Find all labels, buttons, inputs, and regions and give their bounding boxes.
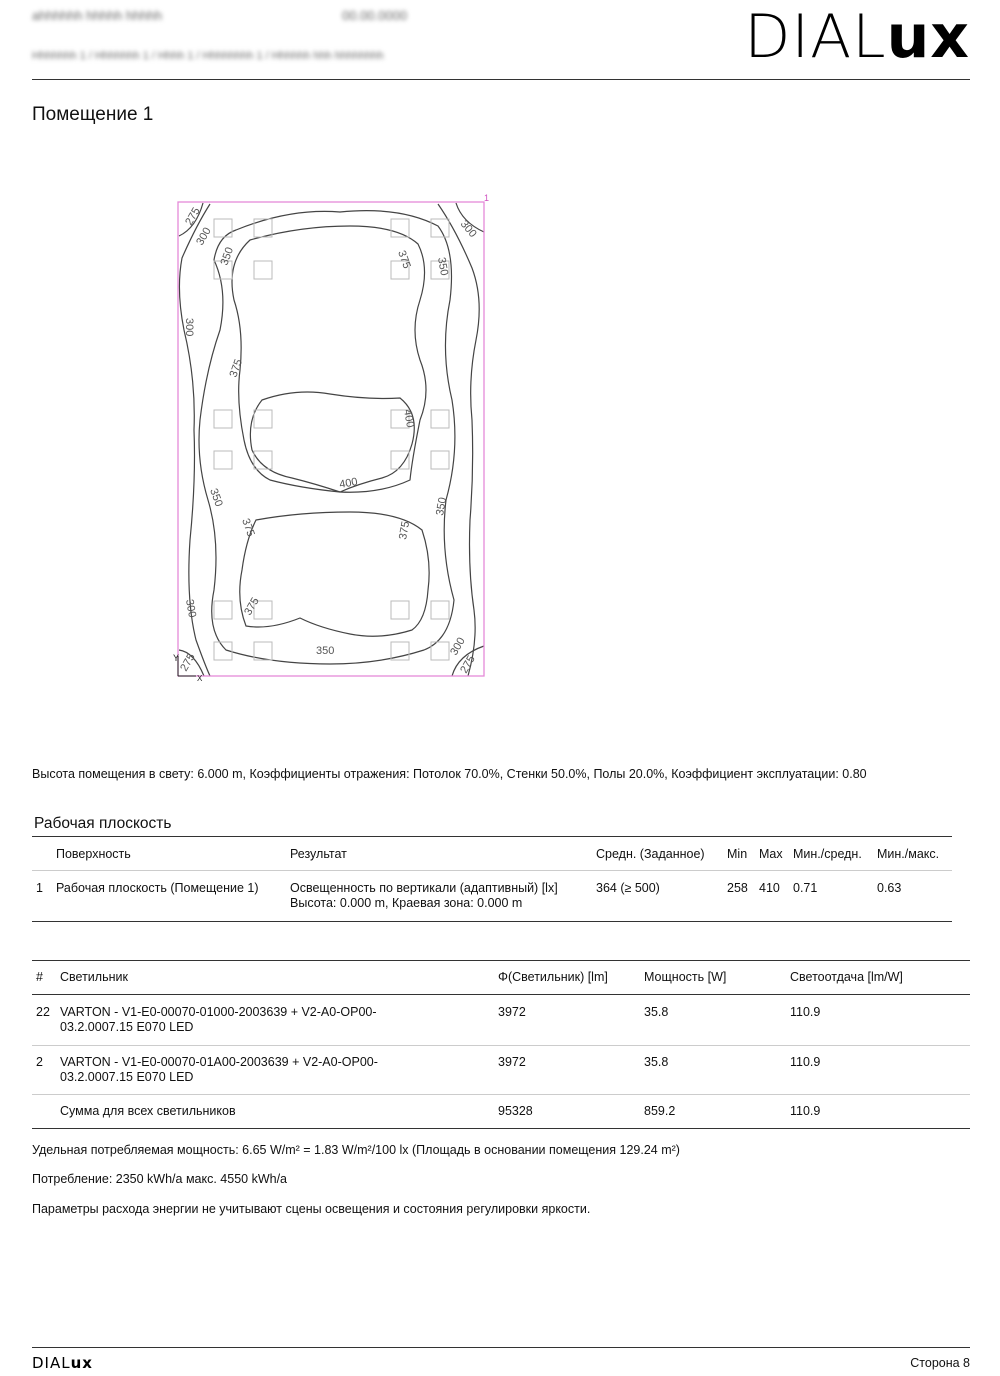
header-surface: Поверхность	[56, 847, 131, 861]
workplane-row-min-max: 0.63	[877, 881, 902, 895]
footer-logo-light: DIAL	[32, 1354, 71, 1372]
lum-row-flux: 3972	[498, 1005, 526, 1019]
header-project-info: ahhhhhh hhhhh hhhhh	[32, 8, 163, 23]
workplane-row-result-2: Высота: 0.000 m, Краевая зона: 0.000 m	[290, 896, 523, 910]
workplane-top-divider	[32, 836, 952, 837]
lum-row-divider	[32, 1045, 970, 1046]
workplane-title: Рабочая плоскость	[34, 815, 172, 832]
lum-row-name-2: 03.2.0007.15 E070 LED	[60, 1070, 194, 1084]
workplane-header-divider	[32, 870, 952, 871]
workplane-bottom-divider	[32, 921, 952, 922]
room-info: Высота помещения в свету: 6.000 m, Коэффициенты отражения: Потолок 70.0%, Стенки 50.0%, Полы 20.0%, Коэффициент эксплуатации: 0.80	[32, 767, 867, 781]
lum-header-efficacy: Светоотдача [lm/W]	[790, 970, 903, 984]
page-number: Сторона 8	[910, 1356, 970, 1370]
lum-row-name-2: 03.2.0007.15 E070 LED	[60, 1020, 194, 1034]
isoline-plot	[160, 188, 500, 688]
room-marker-label: 1	[484, 193, 490, 203]
lum-header-num: #	[36, 970, 43, 984]
lum-row-num: 2	[36, 1055, 43, 1069]
contour-label: 375	[242, 595, 262, 618]
contour-label: 400	[401, 408, 417, 429]
header-breadcrumb: Hhhhhhh 1 / Hhhhhhh 1 / Hhhh 1 / Hhhhhhhh 1 / Hhhhhh hhh hhhhhhhh	[32, 50, 384, 62]
lum-header-power: Мощность [W]	[644, 970, 727, 984]
lum-row-power: 35.8	[644, 1055, 669, 1069]
logo-light-part: DIAL	[744, 2, 887, 72]
contour-label: 275	[178, 651, 198, 674]
footer-logo-bold: ux	[70, 1354, 93, 1372]
lum-total-label: Сумма для всех светильников	[60, 1104, 236, 1118]
lum-row-efficacy: 110.9	[790, 1005, 821, 1019]
workplane-row-min-avg: 0.71	[793, 881, 818, 895]
header-avg: Средн. (Заданное)	[596, 847, 705, 861]
header-divider	[32, 79, 970, 80]
contour-label: 350	[207, 486, 225, 509]
contour-label: 375	[227, 357, 246, 380]
lum-row-name-1: VARTON - V1-E0-00070-01000-2003639 + V2-A0-OP00-	[60, 1005, 377, 1019]
header-result: Результат	[290, 847, 347, 861]
lum-row-num: 22	[36, 1005, 50, 1019]
contour-label: 275	[458, 653, 478, 676]
workplane-row-max: 410	[759, 881, 780, 895]
lum-row-divider	[32, 1094, 970, 1095]
logo-bold-part: ux	[886, 2, 970, 72]
header-max: Max	[759, 847, 783, 861]
contour-label: 350	[435, 256, 451, 277]
contour-label: 300	[194, 225, 214, 248]
luminaires-top-divider	[32, 960, 970, 961]
lum-header-name: Светильник	[60, 970, 128, 984]
lum-total-efficacy: 110.9	[790, 1104, 821, 1118]
contour-label: 300	[183, 598, 199, 619]
workplane-row-result-1: Освещенность по вертикали (адаптивный) [lx]	[290, 881, 558, 895]
lum-row-flux: 3972	[498, 1055, 526, 1069]
contour-label: 350	[434, 496, 450, 517]
page-title: Помещение 1	[32, 104, 154, 125]
contour-label: 300	[448, 635, 468, 658]
y-axis-label: Y	[173, 653, 180, 663]
contour-labels	[178, 206, 478, 676]
lum-total-flux: 95328	[498, 1104, 533, 1118]
dialux-logo	[744, 4, 970, 70]
contour-label: 275	[183, 205, 203, 228]
disclaimer-note: Параметры расхода энергии не учитывают сцены освещения и состояния регулировки яркости.	[32, 1202, 591, 1216]
lum-header-flux: Φ(Светильник) [lm]	[498, 970, 608, 984]
x-axis-label: X	[197, 674, 203, 683]
lum-row-efficacy: 110.9	[790, 1055, 821, 1069]
lum-row-power: 35.8	[644, 1005, 669, 1019]
contour-label: 375	[239, 516, 257, 539]
luminaire-markers	[214, 219, 449, 660]
specific-power-note: Удельная потребляемая мощность: 6.65 W/m² = 1.83 W/m²/100 lx (Площадь в основании помещения 129.24 m²)	[32, 1143, 680, 1157]
contour-label: 350	[218, 245, 237, 268]
luminaires-bottom-divider	[32, 1128, 970, 1129]
workplane-row-surface: Рабочая плоскость (Помещение 1)	[56, 881, 259, 895]
contour-label: 400	[338, 475, 359, 491]
footer-logo	[32, 1354, 93, 1372]
header-date: 00.00.0000	[342, 8, 408, 23]
header-min-avg: Мин./средн.	[793, 847, 862, 861]
workplane-row-min: 258	[727, 881, 748, 895]
lum-row-name-1: VARTON - V1-E0-00070-01A00-2003639 + V2-A0-OP00-	[60, 1055, 378, 1069]
contour-label: 350	[316, 645, 335, 657]
workplane-row-avg: 364 (≥ 500)	[596, 881, 660, 895]
header-min-max: Мин./макс.	[877, 847, 940, 861]
consumption-note: Потребление: 2350 kWh/a макс. 4550 kWh/a	[32, 1172, 288, 1186]
footer-divider	[32, 1347, 970, 1348]
contour-label: 300	[183, 318, 195, 337]
contour-label: 375	[395, 248, 413, 271]
workplane-row-num: 1	[36, 881, 43, 895]
header-min: Min	[727, 847, 748, 861]
isoline-svg	[160, 188, 500, 688]
contour-label: 300	[457, 218, 479, 240]
contour-label: 375	[397, 520, 413, 541]
lum-total-power: 859.2	[644, 1104, 676, 1118]
luminaires-header-divider	[32, 994, 970, 995]
